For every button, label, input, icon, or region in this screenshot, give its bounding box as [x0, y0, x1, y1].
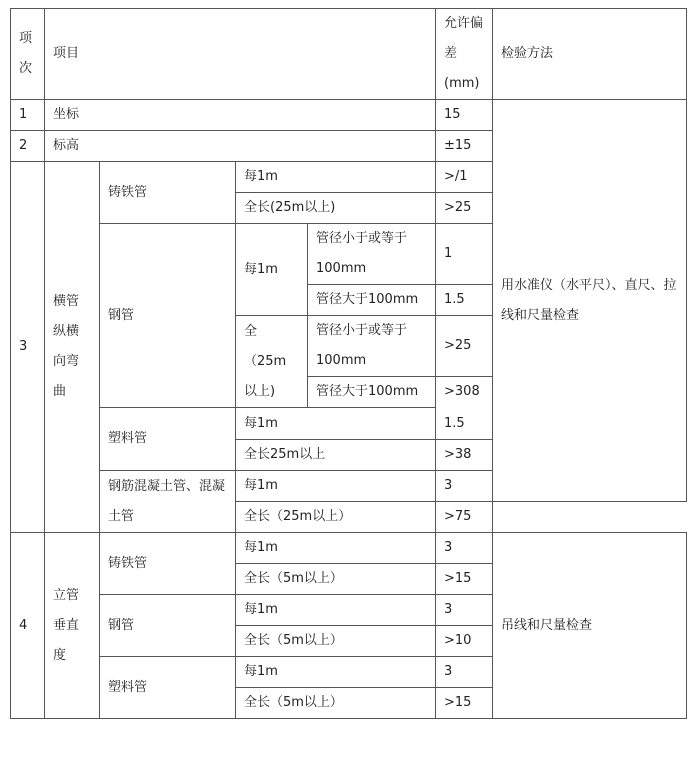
row3-st-total-small: 管径小于或等于100mm [308, 316, 436, 377]
row3-ci-per-m: 每1m [236, 162, 436, 193]
row3-co-per-m: 每1m [236, 471, 436, 502]
row4-method: 吊线和尺量检查 [493, 533, 687, 719]
row3-st-small: 管径小于或等于100mm [308, 224, 436, 285]
row3-concrete: 钢筋混凝土管、混凝土管 [100, 471, 236, 533]
header-seq: 项次 [11, 9, 45, 100]
row1-item: 坐标 [45, 100, 436, 131]
row4-no: 4 [11, 533, 45, 719]
row3-ci-total-val: >25 [436, 193, 493, 224]
header-tolerance: 允许偏差(mm) [436, 9, 493, 100]
row4-ci-per-m-val: 3 [436, 533, 493, 564]
row3-ci-per-m-val: >/1 [436, 162, 493, 193]
row4-ci-total: 全长（5m以上） [236, 564, 436, 595]
row3-co-total-val: >75 [436, 502, 493, 533]
row3-pl-per-m-val: 1.5 [444, 416, 465, 431]
row2-no: 2 [11, 131, 45, 162]
row3-plastic: 塑料管 [100, 408, 236, 471]
row4-st-total-val: >10 [436, 626, 493, 657]
row3-st-total-small-val: >25 [436, 316, 493, 377]
row3-method: 用水准仪（水平尺）、直尺、拉线和尺量检查 [493, 100, 687, 502]
row1-no: 1 [11, 100, 45, 131]
row3-steel: 钢管 [100, 224, 236, 408]
row4-pl-total-val: >15 [436, 688, 493, 719]
row3-ci-total: 全长(25m以上) [236, 193, 436, 224]
row3-st-total: 全（25m以上) [236, 316, 308, 408]
row2-value: ±15 [436, 131, 493, 162]
row3-st-small-val: 1 [436, 224, 493, 285]
row4-ci-total-val: >15 [436, 564, 493, 595]
row3-st-per-m: 每1m [236, 224, 308, 316]
row4-pl-total: 全长（5m以上） [236, 688, 436, 719]
row4-ci-per-m: 每1m [236, 533, 436, 564]
row4-st-total: 全长（5m以上） [236, 626, 436, 657]
row3-category: 横管纵横向弯曲 [45, 162, 100, 533]
row3-st-total-large-val: >308 1.5 [436, 377, 493, 440]
row3-pl-total-val: >38 [436, 440, 493, 471]
row3-st-large-val: 1.5 [436, 285, 493, 316]
row3-pl-per-m: 每1m [236, 408, 436, 440]
header-method: 检验方法 [493, 9, 687, 100]
header-item: 项目 [45, 9, 436, 100]
row4-pl-per-m: 每1m [236, 657, 436, 688]
row4-pl-per-m-val: 3 [436, 657, 493, 688]
row4-cast-iron: 铸铁管 [100, 533, 236, 595]
row3-co-per-m-val: 3 [436, 471, 493, 502]
row4-plastic: 塑料管 [100, 657, 236, 719]
row3-st-total-large: 管径大于100mm [308, 377, 436, 408]
row3-co-total: 全长（25m以上） [236, 502, 436, 533]
row3-pl-total: 全长25m以上 [236, 440, 436, 471]
row3-no: 3 [11, 162, 45, 533]
row3-st-large: 管径大于100mm [308, 285, 436, 316]
row2-item: 标高 [45, 131, 436, 162]
row3-cast-iron: 铸铁管 [100, 162, 236, 224]
row4-steel: 钢管 [100, 595, 236, 657]
row4-st-per-m-val: 3 [436, 595, 493, 626]
tolerance-table [10, 8, 687, 719]
row1-value: 15 [436, 100, 493, 131]
row4-st-per-m: 每1m [236, 595, 436, 626]
row4-category: 立管垂直度 [45, 533, 100, 719]
